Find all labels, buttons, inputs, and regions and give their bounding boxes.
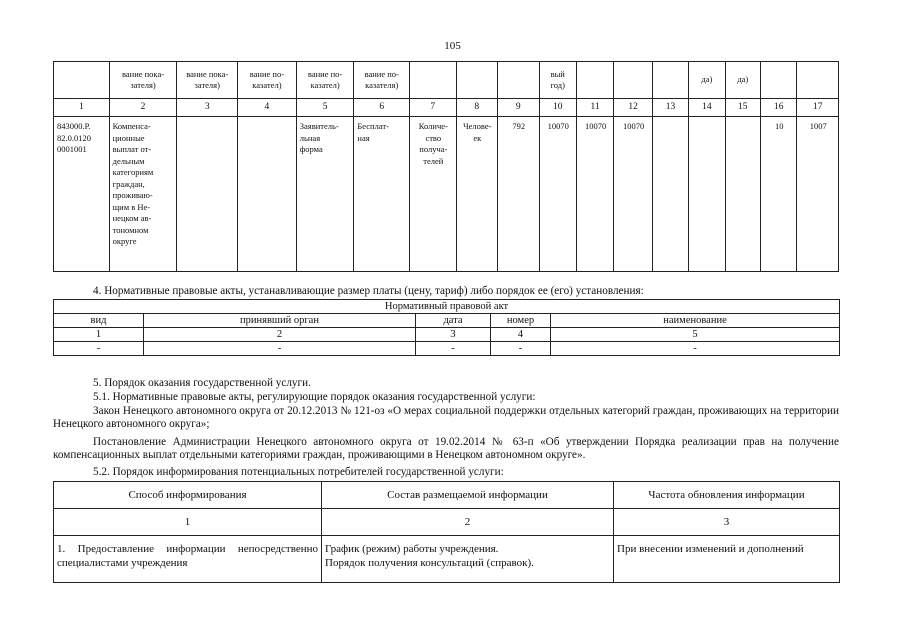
table-cell [576, 62, 613, 99]
table-cell: - [54, 342, 144, 356]
table-cell: 843000.Р. 82.0.0120 0001001 [54, 117, 110, 272]
table-cell: График (режим) работы учреждения. Порядок получения консультаций (справок). [322, 536, 614, 583]
column-number: 10 [539, 99, 576, 117]
table-cell: 10070 [576, 117, 613, 272]
section-5-title: 5. Порядок оказания государственной услуги. [93, 377, 311, 389]
column-number: 9 [498, 99, 539, 117]
table-title: Нормативный правовой акт [54, 300, 840, 314]
table-cell: 10070 [614, 117, 652, 272]
page-number: 105 [444, 40, 461, 52]
table-cell: - [416, 342, 491, 356]
table-cell: - [144, 342, 416, 356]
table-cell: да) [725, 62, 760, 99]
column-number: 5 [296, 99, 354, 117]
column-number: 4 [491, 328, 551, 342]
table-cell [689, 117, 725, 272]
table-cell [238, 117, 297, 272]
table-cell [652, 62, 688, 99]
header-cell: принявший орган [144, 314, 416, 328]
column-number: 13 [652, 99, 688, 117]
table-row [54, 342, 840, 356]
column-number: 16 [760, 99, 796, 117]
section-4-title: 4. Нормативные правовые акты, устанавливающие размер платы (цену, тариф) либо порядок ее (его) установления: [93, 285, 644, 297]
header-cell: наименование [551, 314, 840, 328]
table-cell: Количе- ство получа- телей [410, 117, 457, 272]
table-cell: Бесплат- ная [354, 117, 410, 272]
table-cell: да) [689, 62, 725, 99]
table-cell: 10070 [539, 117, 576, 272]
table-cell: - [491, 342, 551, 356]
indicators-table [53, 61, 839, 272]
column-number-row [54, 509, 840, 536]
table-cell: Компенса- ционные выплат от- дельным категориям граждан, проживаю- щим в Не- нецком ав- тономном округе [109, 117, 177, 272]
column-number-row [54, 328, 840, 342]
table-cell: вание пока- зателя) [109, 62, 177, 99]
law-paragraph-1: Закон Ненецкого автономного округа от 20.12.2013 № 121-оз «О мерах социальной поддержки отдельных категорий граждан, проживающих на территории Ненецкого автономного округа»; [53, 405, 839, 430]
column-number: 14 [689, 99, 725, 117]
column-number: 6 [354, 99, 410, 117]
table-cell: Челове- ек [456, 117, 497, 272]
column-number: 2 [109, 99, 177, 117]
table-cell [410, 62, 457, 99]
column-number: 17 [797, 99, 839, 117]
header-cell: Состав размещаемой информации [322, 482, 614, 509]
header-cell: дата [416, 314, 491, 328]
column-number: 4 [238, 99, 297, 117]
table-cell: 1007 [797, 117, 839, 272]
table-cell [760, 62, 796, 99]
section-5-1-title: 5.1. Нормативные правовые акты, регулирующие порядок оказания государственной услуги: [93, 391, 536, 403]
table-cell: Заявитель- льная форма [296, 117, 354, 272]
table-cell: 1. Предоставление информации непосредственно специалистами учреждения [54, 536, 322, 583]
table-cell: вание по- казател) [238, 62, 297, 99]
table-cell: вание по- казателя) [354, 62, 410, 99]
table-cell [177, 117, 238, 272]
table-cell [456, 62, 497, 99]
table-header-row [54, 62, 839, 99]
table-cell: При внесении изменений и дополнений [614, 536, 840, 583]
table-row [54, 117, 839, 272]
table-cell: - [551, 342, 840, 356]
table-cell [652, 117, 688, 272]
header-cell: вид [54, 314, 144, 328]
header-cell: номер [491, 314, 551, 328]
table-cell: вание по- казател) [296, 62, 354, 99]
header-cell: Частота обновления информации [614, 482, 840, 509]
column-number: 1 [54, 328, 144, 342]
header-cell: Способ информирования [54, 482, 322, 509]
column-number: 12 [614, 99, 652, 117]
table-header-row [54, 482, 840, 509]
law-paragraph-2: Постановление Администрации Ненецкого автономного округа от 19.02.2014 № 63-п «Об утверждении Порядка реализации прав на получение компенсационных выплат отдельными категориями граждан, проживающими в Ненецком автономном округе». [53, 436, 839, 461]
column-number: 7 [410, 99, 457, 117]
column-number: 15 [725, 99, 760, 117]
column-number: 3 [614, 509, 840, 536]
table-cell: вый год) [539, 62, 576, 99]
table-cell [54, 62, 110, 99]
column-number: 2 [322, 509, 614, 536]
column-number: 1 [54, 99, 110, 117]
payment-acts-table [53, 299, 840, 356]
column-number-row [54, 99, 839, 117]
table-cell: 10 [760, 117, 796, 272]
column-number: 5 [551, 328, 840, 342]
table-cell [725, 117, 760, 272]
table-title-row [54, 300, 840, 314]
column-number: 3 [177, 99, 238, 117]
table-row [54, 536, 840, 583]
table-cell [614, 62, 652, 99]
column-number: 8 [456, 99, 497, 117]
table-cell [797, 62, 839, 99]
table-header-row [54, 314, 840, 328]
table-cell: вание пока- зателя) [177, 62, 238, 99]
table-cell: 792 [498, 117, 539, 272]
column-number: 2 [144, 328, 416, 342]
informing-table [53, 481, 840, 583]
column-number: 1 [54, 509, 322, 536]
section-5-2-title: 5.2. Порядок информирования потенциальных потребителей государственной услуги: [93, 466, 504, 478]
column-number: 11 [576, 99, 613, 117]
table-cell [498, 62, 539, 99]
column-number: 3 [416, 328, 491, 342]
